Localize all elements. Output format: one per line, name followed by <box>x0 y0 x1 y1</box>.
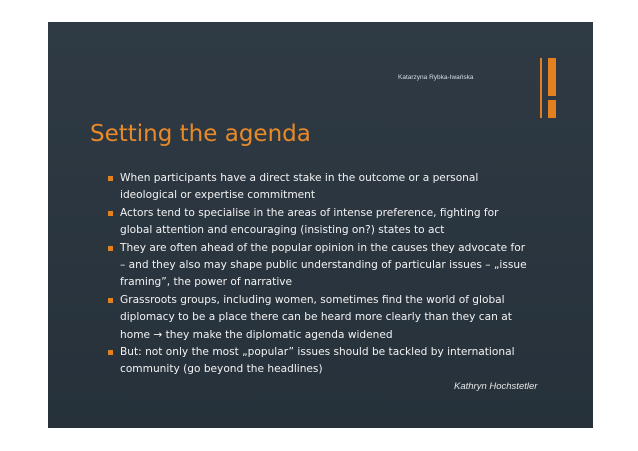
square-bullet-icon <box>108 350 113 355</box>
square-bullet-icon <box>108 176 113 181</box>
square-bullet-icon <box>108 298 113 303</box>
bullet-item <box>108 292 528 344</box>
square-bullet-icon <box>108 211 113 216</box>
citation: Kathryn Hochstetler <box>454 381 538 392</box>
author-name: Katarzyna Rybka-Iwańska <box>398 74 474 81</box>
bullet-text: They are often ahead of the popular opinion in the causes they advocate for – and they also may shape public understanding of particular issues – „issue framing”, the power of narrative <box>120 241 527 289</box>
bullet-item <box>108 344 528 379</box>
decorative-line <box>540 58 542 118</box>
bullet-text: But: not only the most „popular” issues should be tackled by international community (go beyond the headlines) <box>120 346 515 376</box>
bullet-item <box>108 170 528 205</box>
bullet-item <box>108 240 528 292</box>
bullet-text: Grassroots groups, including women, sometimes find the world of global diplomacy to be a place there can be heard more clearly than they can at home → they make the diplomatic agenda widened <box>120 293 512 341</box>
decorative-bar-bottom <box>548 100 556 118</box>
square-bullet-icon <box>108 246 113 251</box>
slide-title: Setting the agenda <box>90 121 311 147</box>
bullet-item <box>108 205 528 240</box>
bullet-text: Actors tend to specialise in the areas of intense preference, fighting for global attention and encouraging (insisting on?) states to act <box>120 206 499 237</box>
bullet-text: When participants have a direct stake in the outcome or a personal ideological or expertise commitment <box>120 172 479 202</box>
bullet-list <box>108 170 528 379</box>
decorative-bar-top <box>548 58 556 96</box>
